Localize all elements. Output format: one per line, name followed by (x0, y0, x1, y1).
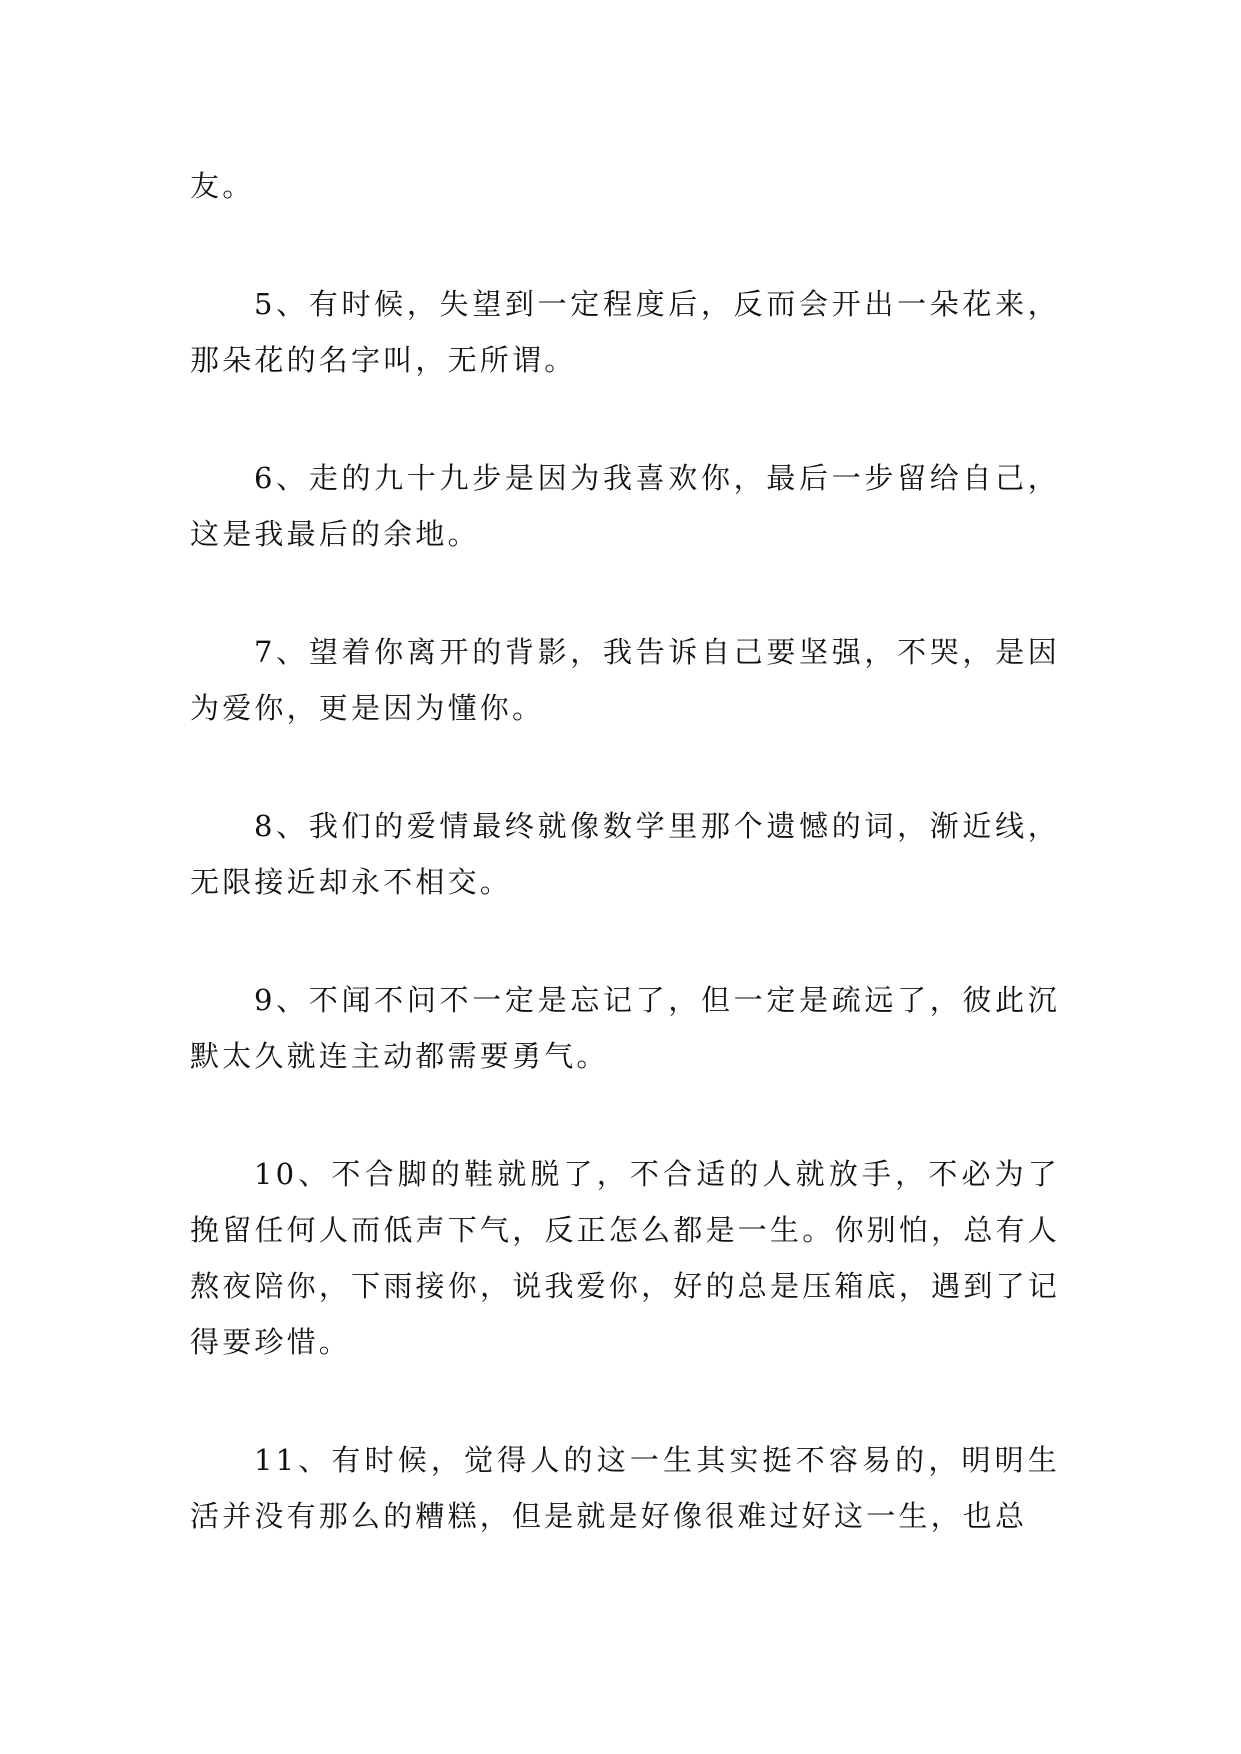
paragraph-item-6: 6、走的九十九步是因为我喜欢你，最后一步留给自己，这是我最后的余地。 (190, 461, 1060, 551)
paragraph-item-7: 7、望着你离开的背影，我告诉自己要坚强，不哭，是因为爱你，更是因为懂你。 (190, 635, 1060, 725)
paragraph-continuation: 友。 (190, 169, 255, 203)
paragraph-item-8: 8、我们的爱情最终就像数学里那个遗憾的词，渐近线，无限接近却永不相交。 (190, 809, 1060, 899)
paragraph-item-9: 9、不闻不问不一定是忘记了，但一定是疏远了，彼此沉默太久就连主动都需要勇气。 (190, 983, 1060, 1073)
paragraph-item-10: 10、不合脚的鞋就脱了，不合适的人就放手，不必为了挽留任何人而低声下气，反正怎么都是一生。你别怕，总有人熬夜陪你，下雨接你，说我爱你，好的总是压箱底，遇到了记得要珍惜。 (190, 1157, 1060, 1359)
paragraph-item-5: 5、有时候，失望到一定程度后，反而会开出一朵花来，那朵花的名字叫，无所谓。 (190, 287, 1060, 377)
document-body (190, 158, 1060, 1606)
paragraph-item-11: 11、有时候，觉得人的这一生其实挺不容易的，明明生活并没有那么的糟糕，但是就是好像很难过好这一生，也总 (190, 1443, 1060, 1533)
